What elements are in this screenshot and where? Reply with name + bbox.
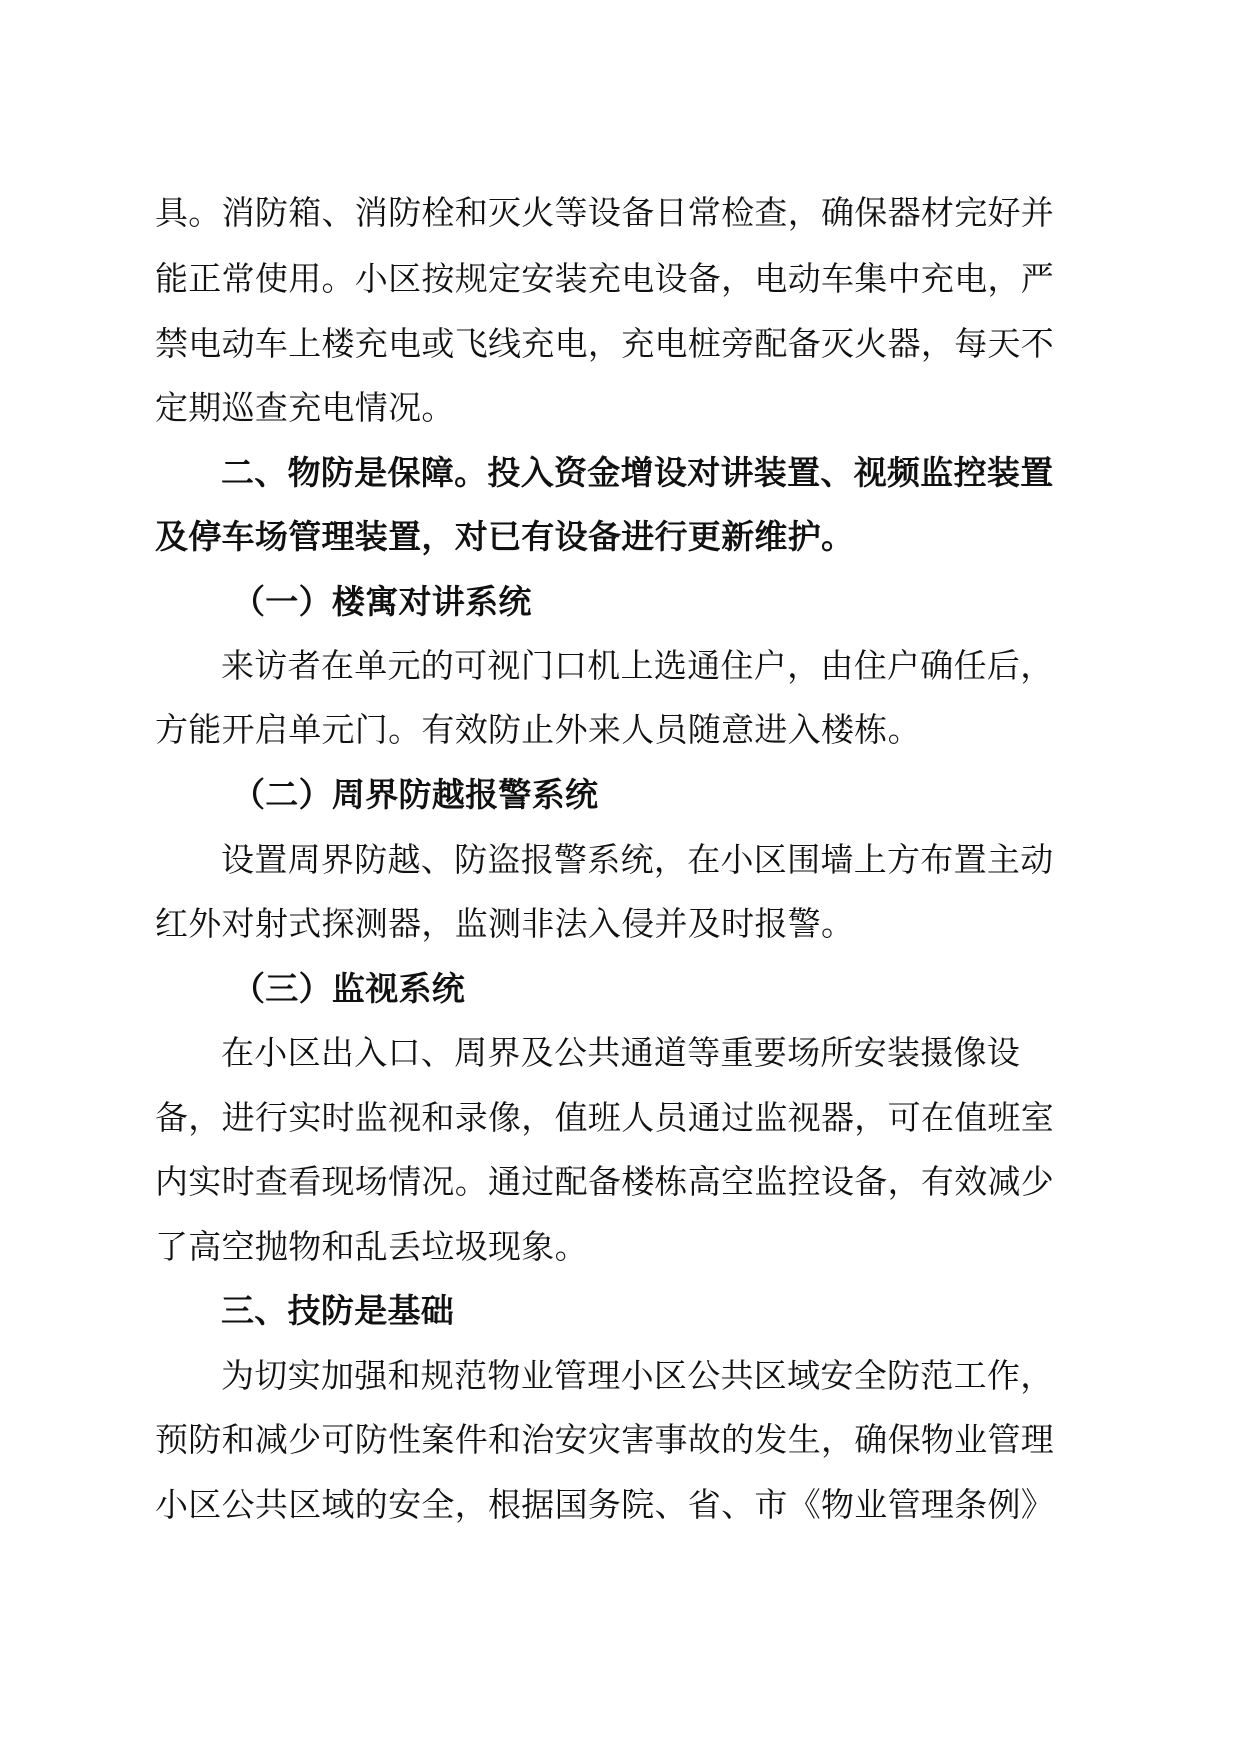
section-heading-line: 三、技防是基础 bbox=[221, 1291, 455, 1330]
paragraph-line: 设置周界防越、防盗报警系统，在小区围墙上方布置主动 bbox=[221, 840, 1054, 879]
paragraph-line: 在小区出入口、周界及公共通道等重要场所安装摄像设 bbox=[221, 1033, 1021, 1072]
paragraph-line: 预防和减少可防性案件和治安灾害事故的发生，确保物业管理 bbox=[155, 1420, 1055, 1459]
subsection-heading: （一）楼寓对讲系统 bbox=[232, 582, 532, 621]
paragraph-line: 定期巡查充电情况。 bbox=[155, 388, 455, 427]
paragraph-line: 为切实加强和规范物业管理小区公共区域安全防范工作， bbox=[221, 1356, 1054, 1395]
paragraph-line: 了高空抛物和乱丢垃圾现象。 bbox=[155, 1227, 588, 1266]
paragraph-line: 具。消防箱、消防栓和灭火等设备日常检查，确保器材完好并 bbox=[155, 193, 1055, 232]
paragraph-line: 来访者在单元的可视门口机上选通住户，由住户确任后， bbox=[221, 646, 1054, 685]
paragraph-line: 能正常使用。小区按规定安装充电设备，电动车集中充电，严 bbox=[155, 259, 1055, 298]
paragraph-line: 红外对射式探测器，监测非法入侵并及时报警。 bbox=[155, 904, 855, 943]
section-heading-line: 及停车场管理装置，对已有设备进行更新维护。 bbox=[155, 517, 855, 556]
paragraph-line: 内实时查看现场情况。通过配备楼栋高空监控设备，有效减少 bbox=[155, 1162, 1055, 1201]
subsection-heading: （二）周界防越报警系统 bbox=[232, 775, 599, 814]
section-heading-line: 二、物防是保障。投入资金增设对讲装置、视频监控装置 bbox=[221, 453, 1054, 492]
paragraph-line: 禁电动车上楼充电或飞线充电，充电桩旁配备灭火器，每天不 bbox=[155, 324, 1055, 363]
paragraph-line: 方能开启单元门。有效防止外来人员随意进入楼栋。 bbox=[155, 710, 921, 749]
paragraph-line: 小区公共区域的安全，根据国务院、省、市《物业管理条例》 bbox=[155, 1485, 1055, 1524]
paragraph-line: 备，进行实时监视和录像，值班人员通过监视器，可在值班室 bbox=[155, 1098, 1055, 1137]
subsection-heading: （三）监视系统 bbox=[232, 969, 466, 1008]
